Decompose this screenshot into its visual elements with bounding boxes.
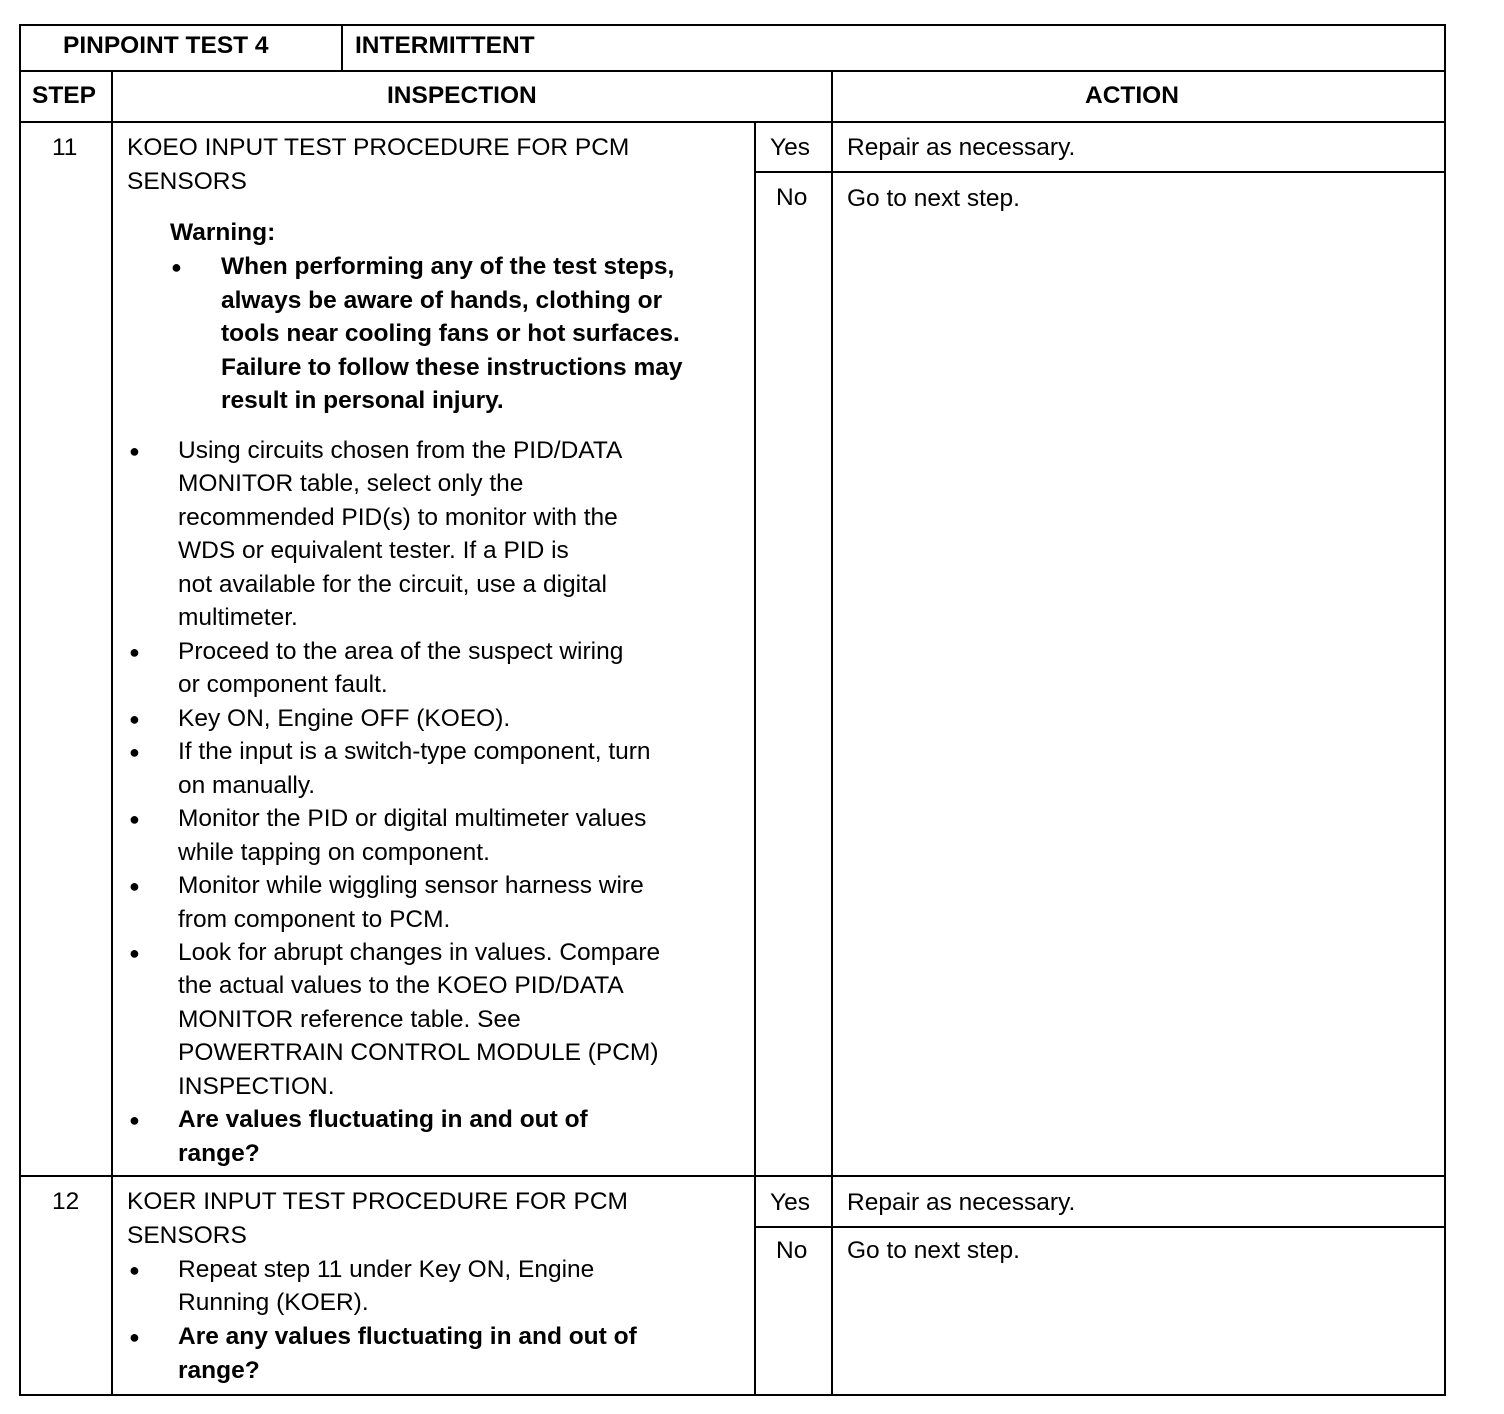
warning-line: Failure to follow these instructions may <box>221 354 683 381</box>
bullet-line: MONITOR reference table. See <box>178 1006 521 1033</box>
bullet-line: recommended PID(s) to monitor with the <box>178 504 618 531</box>
table-border-left <box>19 24 21 1396</box>
warning-line: When performing any of the test steps, <box>221 253 675 280</box>
bullet-icon: ● <box>129 1110 140 1130</box>
table-border-top <box>19 24 1446 26</box>
yes-action: Repair as necessary. <box>847 134 1076 161</box>
yesno-col-divider <box>754 121 756 1396</box>
bullet-line: WDS or equivalent tester. If a PID is <box>178 537 569 564</box>
question-line: Are any values fluctuating in and out of <box>178 1323 637 1350</box>
bullet-icon: ● <box>129 1327 140 1347</box>
test-name: INTERMITTENT <box>355 32 535 59</box>
bullet-icon: ● <box>129 1260 140 1280</box>
step-col-divider <box>111 70 113 1396</box>
bullet-line: POWERTRAIN CONTROL MODULE (PCM) <box>178 1039 659 1066</box>
warning-line: tools near cooling fans or hot surfaces. <box>221 320 680 347</box>
step-title-line: SENSORS <box>127 1222 247 1249</box>
table-border-right <box>1444 24 1446 1396</box>
row-divider-header <box>19 121 1446 123</box>
bullet-line: Key ON, Engine OFF (KOEO). <box>178 705 511 732</box>
bullet-line: Running (KOER). <box>178 1289 369 1316</box>
col-header-action: ACTION <box>1085 82 1179 109</box>
bullet-line: Look for abrupt changes in values. Compare <box>178 939 661 966</box>
bullet-icon: ● <box>171 257 182 277</box>
bullet-line: on manually. <box>178 772 316 799</box>
bullet-line: not available for the circuit, use a digital <box>178 571 607 598</box>
bullet-line: If the input is a switch-type component, turn <box>178 738 651 765</box>
bullet-line: Repeat step 11 under Key ON, Engine <box>178 1256 595 1283</box>
yes-no-divider-11 <box>755 171 1446 173</box>
row-divider-title <box>19 70 1446 72</box>
no-action: Go to next step. <box>847 185 1020 212</box>
table-border-bottom <box>19 1394 1446 1396</box>
pinpoint-test-table <box>19 24 1446 1396</box>
step-title-line: KOEO INPUT TEST PROCEDURE FOR PCM <box>127 134 630 161</box>
question-line: range? <box>178 1140 260 1167</box>
step-number: 12 <box>52 1188 80 1215</box>
bullet-line: or component fault. <box>178 671 388 698</box>
warning-line: result in personal injury. <box>221 387 504 414</box>
no-action: Go to next step. <box>847 1237 1020 1264</box>
bullet-line: Monitor the PID or digital multimeter values <box>178 805 647 832</box>
action-col-divider <box>831 70 833 1396</box>
bullet-line: the actual values to the KOEO PID/DATA <box>178 972 624 999</box>
step-number: 11 <box>52 134 78 161</box>
bullet-icon: ● <box>129 943 140 963</box>
bullet-icon: ● <box>129 441 140 461</box>
bullet-line: multimeter. <box>178 604 298 631</box>
question-line: range? <box>178 1357 260 1384</box>
bullet-icon: ● <box>129 709 140 729</box>
no-label: No <box>776 1237 808 1264</box>
yes-action: Repair as necessary. <box>847 1189 1076 1216</box>
yes-label: Yes <box>770 1189 810 1216</box>
bullet-line: Using circuits chosen from the PID/DATA <box>178 437 623 464</box>
test-label: PINPOINT TEST 4 <box>63 32 269 59</box>
row-divider-step12 <box>19 1175 1446 1177</box>
bullet-line: from component to PCM. <box>178 906 451 933</box>
bullet-line: Proceed to the area of the suspect wiring <box>178 638 624 665</box>
no-label: No <box>776 184 808 211</box>
bullet-line: MONITOR table, select only the <box>178 470 524 497</box>
bullet-icon: ● <box>129 742 140 762</box>
title-divider <box>341 24 343 71</box>
bullet-icon: ● <box>129 809 140 829</box>
bullet-line: INSPECTION. <box>178 1073 335 1100</box>
question-line: Are values fluctuating in and out of <box>178 1106 588 1133</box>
bullet-icon: ● <box>129 642 140 662</box>
bullet-line: while tapping on component. <box>178 839 490 866</box>
col-header-inspection: INSPECTION <box>387 82 537 109</box>
bullet-icon: ● <box>129 876 140 896</box>
warning-line: always be aware of hands, clothing or <box>221 287 663 314</box>
col-header-step: STEP <box>32 82 96 109</box>
yes-label: Yes <box>770 134 810 161</box>
step-title-line: KOER INPUT TEST PROCEDURE FOR PCM <box>127 1188 628 1215</box>
bullet-line: Monitor while wiggling sensor harness wire <box>178 872 644 899</box>
warning-label: Warning: <box>170 219 276 246</box>
yes-no-divider-12 <box>755 1226 1446 1228</box>
step-title-line: SENSORS <box>127 168 247 195</box>
